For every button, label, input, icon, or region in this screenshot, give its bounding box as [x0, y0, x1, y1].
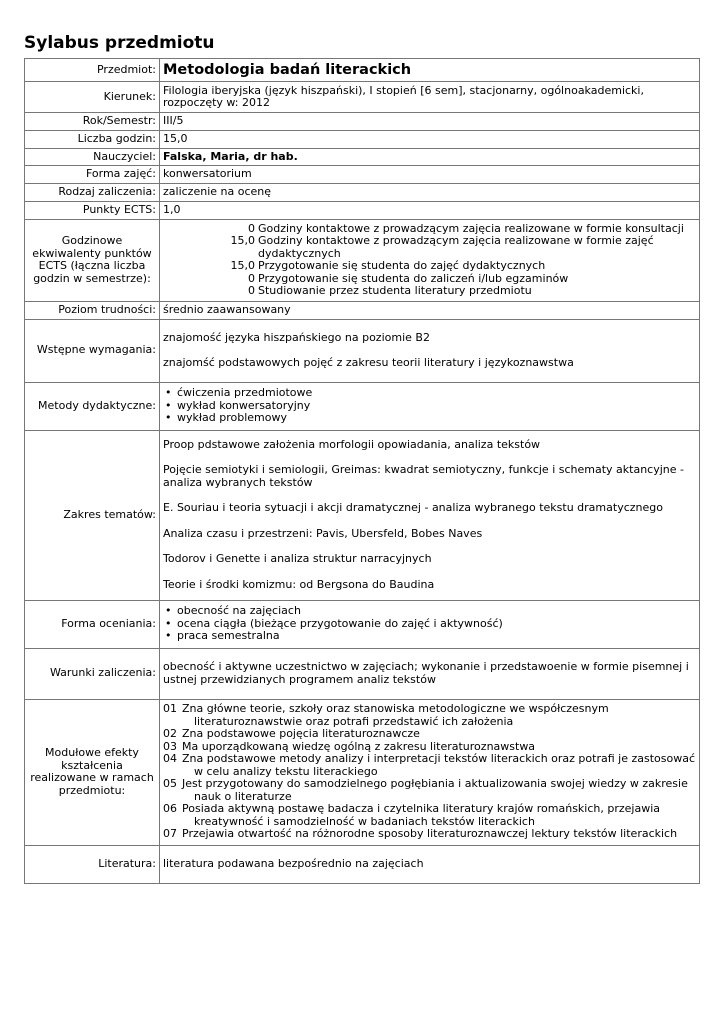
row-label: Wstępne wymagania:	[25, 319, 160, 382]
row-label: Poziom trudności:	[25, 301, 160, 319]
topic-item: Proop pdstawowe założenia morfologii opowiadania, analiza tekstów	[163, 437, 541, 451]
outcome-text-cont: nauk o literaturze	[194, 789, 292, 803]
outcome-text: Przejawia otwartość na różnorodne sposoby literaturoznawczej lektury tekstów literackich	[182, 827, 678, 841]
row-value: III/5	[160, 113, 700, 131]
table-row	[25, 600, 700, 648]
outcome-item	[163, 803, 696, 828]
list-item: • obecność na zajęciach	[163, 605, 696, 618]
row-value	[160, 219, 700, 301]
outcome-item	[163, 828, 696, 841]
table-row	[25, 148, 700, 166]
row-label: Rok/Semestr:	[25, 113, 160, 131]
row-label: Forma oceniania:	[25, 600, 160, 648]
table-row	[25, 301, 700, 319]
teacher-name: Falska, Maria, dr hab.	[163, 149, 298, 163]
row-label: Warunki zaliczenia:	[25, 648, 160, 699]
topic-item: Todorov i Genette i analiza struktur narracyjnych	[163, 552, 432, 566]
table-row	[25, 648, 700, 699]
row-value: Filologia iberyjska (język hiszpański), I stopień [6 sem], stacjonarny, ogólnoakademicki, rozpoczęty w: 2012	[160, 82, 700, 113]
table-row	[25, 430, 700, 600]
outcome-item	[163, 753, 696, 778]
row-label: Modułowe efekty kształcenia realizowane w ramach przedmiotu:	[25, 699, 160, 845]
outcome-item	[163, 778, 696, 803]
row-value: konwersatorium	[160, 166, 700, 184]
row-label: Kierunek:	[25, 82, 160, 113]
table-row	[25, 219, 700, 301]
hours-item	[163, 285, 696, 298]
assessment-list	[163, 605, 696, 643]
requirement-item: znajomść podstawowych pojęć z zakresu teorii literatury i językoznawstwa	[163, 356, 574, 369]
row-value: obecność i aktywne uczestnictwo w zajęciach; wykonanie i przedstawoenie w formie pisemnej i ustnej przewidzianych programem analiz tekstów	[160, 648, 700, 699]
row-label: Metody dydaktyczne:	[25, 382, 160, 430]
hours-number: 15,0	[230, 234, 255, 247]
outcome-number: 01	[163, 702, 177, 716]
outcome-text: Ma uporządkowaną wiedzę ogólną z zakresu literaturoznawstwa	[182, 739, 536, 753]
row-label: Punkty ECTS:	[25, 201, 160, 219]
requirement-item: znajomość języka hiszpańskiego na poziomie B2	[163, 330, 430, 344]
row-label: Godzinowe ekwiwalenty punktów ECTS (łączna liczba godzin w semestrze):	[25, 219, 160, 301]
row-value	[160, 430, 700, 600]
topic-item: Pojęcie semiotyki i semiologii, Greimas: kwadrat semiotyczny, funkcje i schematy aktancyjne - analiza wybranych tekstów	[163, 463, 684, 489]
row-label: Literatura:	[25, 845, 160, 883]
table-row	[25, 130, 700, 148]
row-label: Przedmiot:	[25, 59, 160, 82]
table-row	[25, 382, 700, 430]
methods-list	[163, 387, 696, 425]
row-value	[160, 319, 700, 382]
outcome-text: Zna podstawowe pojęcia literaturoznawcze	[182, 727, 420, 741]
table-row	[25, 82, 700, 113]
table-row	[25, 184, 700, 202]
hours-text: Godziny kontaktowe z prowadzącym zajęcia realizowane w formie zajęć dydaktycznych	[258, 234, 654, 260]
table-row	[25, 59, 700, 82]
syllabus-table	[24, 58, 700, 884]
table-row	[25, 319, 700, 382]
topic-item: Analiza czasu i przestrzeni: Pavis, Ubersfeld, Bobes Naves	[163, 526, 483, 540]
outcome-number: 03	[163, 739, 177, 753]
outcome-number: 06	[163, 802, 177, 816]
row-label: Liczba godzin:	[25, 130, 160, 148]
table-row	[25, 201, 700, 219]
row-value	[160, 699, 700, 845]
outcome-text-cont: kreatywność i samodzielność w badaniach tekstów literackich	[194, 814, 535, 828]
row-value: 15,0	[160, 130, 700, 148]
outcome-text: Zna główne teorie, szkoły oraz stanowiska metodologiczne we współczesnym	[182, 702, 609, 716]
outcome-number: 05	[163, 777, 177, 791]
table-row	[25, 113, 700, 131]
outcome-text: Posiada aktywną postawę badacza i czytelnika literatury krajów romańskich, przejawia	[182, 802, 661, 816]
list-item: • wykład problemowy	[163, 412, 696, 425]
outcome-number: 04	[163, 752, 177, 766]
row-label: Nauczyciel:	[25, 148, 160, 166]
table-row	[25, 845, 700, 883]
hours-text: Przygotowanie się studenta do zajęć dydaktycznych	[258, 259, 546, 272]
topic-item: E. Souriau i teoria sytuacji i akcji dramatycznej - analiza wybranego tekstu dramatycznego	[163, 501, 663, 515]
course-title: Metodologia badań literackich	[160, 59, 700, 82]
hours-text: Przygotowanie się studenta do zaliczeń i/lub egzaminów	[258, 271, 569, 285]
row-value	[160, 148, 700, 166]
row-value	[160, 382, 700, 430]
hours-item	[163, 260, 696, 273]
row-value: średnio zaawansowany	[160, 301, 700, 319]
outcome-text-cont: w celu analizy tekstu literackiego	[194, 764, 378, 778]
list-item: • praca semestralna	[163, 630, 696, 643]
hours-number: 15,0	[230, 259, 255, 272]
outcome-text: Zna podstawowe metody analizy i interpretacji tekstów literackich oraz potrafi je zastosować	[182, 752, 695, 766]
row-value	[160, 600, 700, 648]
row-value: literatura podawana bezpośrednio na zajęciach	[160, 845, 700, 883]
outcome-number: 02	[163, 727, 177, 741]
hours-number: 0	[248, 284, 255, 297]
outcome-item	[163, 703, 696, 728]
hours-number: 0	[248, 271, 255, 285]
hours-text: Godziny kontaktowe z prowadzącym zajęcia realizowane w formie konsultacji	[258, 221, 684, 235]
topic-item: Teorie i środki komizmu: od Bergsona do Baudina	[163, 577, 435, 591]
page-title: Sylabus przedmiotu	[24, 33, 215, 53]
outcome-text-cont: literaturoznawstwie oraz potrafi przedstawić ich założenia	[194, 714, 514, 728]
row-label: Forma zajęć:	[25, 166, 160, 184]
table-row	[25, 166, 700, 184]
row-label: Zakres tematów:	[25, 430, 160, 600]
row-label: Rodzaj zaliczenia:	[25, 184, 160, 202]
outcome-text: Jest przygotowany do samodzielnego pogłębiania i aktualizowania swojej wiedzy w zakresie	[182, 777, 688, 791]
hours-item	[163, 235, 696, 260]
outcome-number: 07	[163, 827, 177, 841]
row-value: zaliczenie na ocenę	[160, 184, 700, 202]
hours-text: Studiowanie przez studenta literatury przedmiotu	[258, 284, 532, 297]
list-item: • wykład konwersatoryjny	[163, 400, 696, 413]
list-item: • ćwiczenia przedmiotowe	[163, 387, 696, 400]
row-value: 1,0	[160, 201, 700, 219]
table-row	[25, 699, 700, 845]
list-item: • ocena ciągła (bieżące przygotowanie do zajęć i aktywność)	[163, 618, 696, 631]
hours-number: 0	[248, 221, 255, 235]
